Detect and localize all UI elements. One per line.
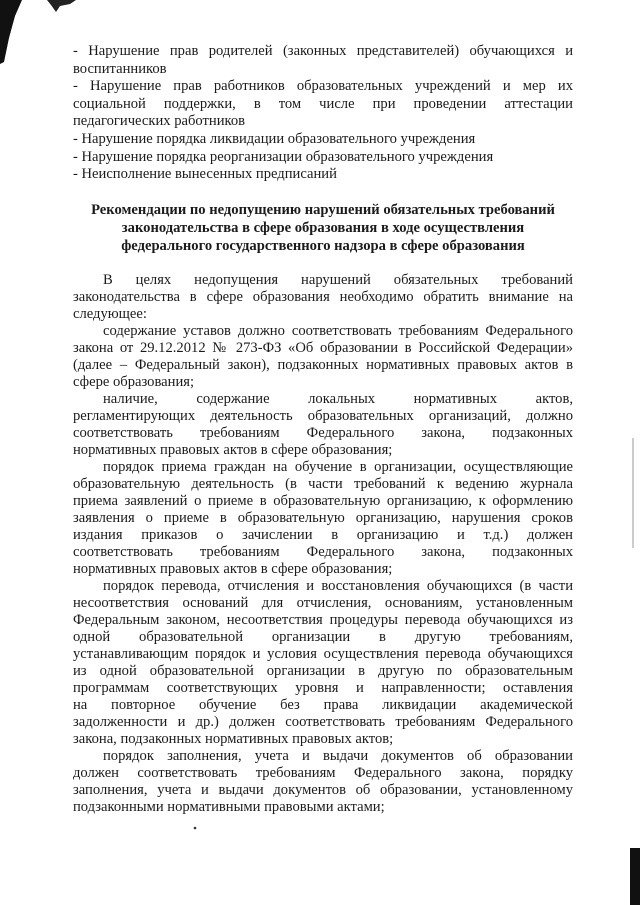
paragraph-line: регламентирующих деятельность образовательных организаций, должно [73, 408, 573, 424]
list-item-line: социальной поддержки, в том числе при проведении аттестации [73, 95, 573, 112]
paragraph-line: несоответствия оснований для отчисления, основаниям, установленным [73, 595, 573, 611]
paragraph-line: одной образовательной организации в другую требованиям, [73, 629, 573, 645]
paragraph-line: нормативных правовых актов в сфере образования; [73, 442, 393, 458]
list-item [73, 131, 573, 149]
list-item [73, 149, 573, 167]
violations-list [73, 43, 573, 184]
paragraph-line: заполнения, учета и выдачи документов об образовании, установленному [73, 782, 573, 798]
paragraph-line: следующее: [73, 306, 147, 322]
scan-edge-mark-top [47, 0, 76, 12]
paragraph [73, 272, 573, 323]
list-item-line: - Нарушение прав работников образовательных учреждений и мер их [73, 78, 573, 95]
paragraph-line: устанавливающим порядок и условия осуществления перевода обучающихся [73, 646, 573, 662]
paragraph [73, 748, 573, 816]
paragraph-line: порядок заполнения, учета и выдачи документов об образовании [103, 748, 573, 764]
paragraph [73, 578, 573, 748]
paragraph-line: образовательную деятельность (в части требований к ведению журнала [73, 476, 573, 492]
section-heading [73, 201, 573, 255]
paragraph-line: должен соответствовать требованиям Федерального закона, порядку [73, 765, 573, 781]
list-item [73, 166, 573, 184]
paragraph-line: (далее – Федеральный закон), подзаконных нормативных правовых актов в [73, 357, 573, 373]
list-item [73, 43, 573, 78]
paragraph-line: законодательства в сфере образования необходимо обратить внимание на [73, 289, 573, 305]
recommendations-body [73, 272, 573, 816]
scan-dot [194, 827, 197, 830]
paragraph-line: порядок перевода, отчисления и восстановления обучающихся (в части [103, 578, 573, 594]
paragraph-line: из одной образовательной организации в другую по образовательным [73, 663, 573, 679]
paragraph-line: наличие, содержание локальных нормативных актов, [103, 391, 573, 407]
paragraph-line: заявления о приеме в образовательную организацию, нарушения сроков [73, 510, 573, 526]
scan-edge-mark-top-left [0, 0, 22, 64]
list-item-line: воспитанников [73, 60, 167, 77]
list-item [73, 78, 573, 131]
list-item-line: - Нарушение порядка реорганизации образовательного учреждения [73, 148, 494, 165]
paragraph-line: соответствовать требованиям Федерального закона, подзаконных [73, 425, 573, 441]
paragraph [73, 459, 573, 578]
heading-line: законодательства в сфере образования в ходе осуществления [121, 220, 525, 236]
paragraph [73, 323, 573, 391]
heading-line: федерального государственного надзора в сфере образования [121, 238, 525, 254]
paragraph-line: на повторное обучение без права ликвидации академической [73, 697, 573, 713]
scan-edge-bar-bottom-right [630, 848, 640, 905]
paragraph-line: В целях недопущения нарушений обязательных требований [103, 272, 573, 288]
heading-line: Рекомендации по недопущению нарушений обязательных требований [91, 202, 555, 218]
paragraph-line: сфере образования; [73, 374, 195, 390]
paragraph-line: Федеральным законом, несоответствия процедуры перевода обучающихся из [73, 612, 573, 628]
paragraph-line: приема заявлений о приеме в образовательную организацию, к оформлению [73, 493, 573, 509]
paragraph-line: издания приказов о зачислении в организацию и т.д.) должен [73, 527, 573, 543]
list-item-line: - Неисполнение вынесенных предписаний [73, 166, 337, 183]
paragraph-line: закона от 29.12.2012 № 273-ФЗ «Об образовании в Российской Федерации» [73, 340, 573, 356]
paragraph-line: соответствовать требованиям Федерального закона, подзаконных [73, 544, 573, 560]
paragraph-line: подзаконными нормативными правовыми актами; [73, 799, 385, 815]
paragraph [73, 391, 573, 459]
list-item-line: - Нарушение порядка ликвидации образовательного учреждения [73, 130, 476, 147]
paragraph-line: порядок приема граждан на обучение в организации, осуществляющие [103, 459, 573, 475]
list-item-line: педагогических работников [73, 113, 246, 130]
paragraph-line: нормативных правовых актов в сфере образования; [73, 561, 393, 577]
paragraph-line: программам соответствующих уровня и направленности; оставления [73, 680, 573, 696]
paragraph-line: задолженности и др.) должен соответствовать требованиям Федерального [73, 714, 573, 730]
paragraph-line: закона, подзаконных нормативных правовых актов; [73, 731, 394, 747]
list-item-line: - Нарушение прав родителей (законных представителей) обучающихся и [73, 43, 573, 59]
paragraph-line: содержание уставов должно соответствовать требованиям Федерального [103, 323, 573, 339]
